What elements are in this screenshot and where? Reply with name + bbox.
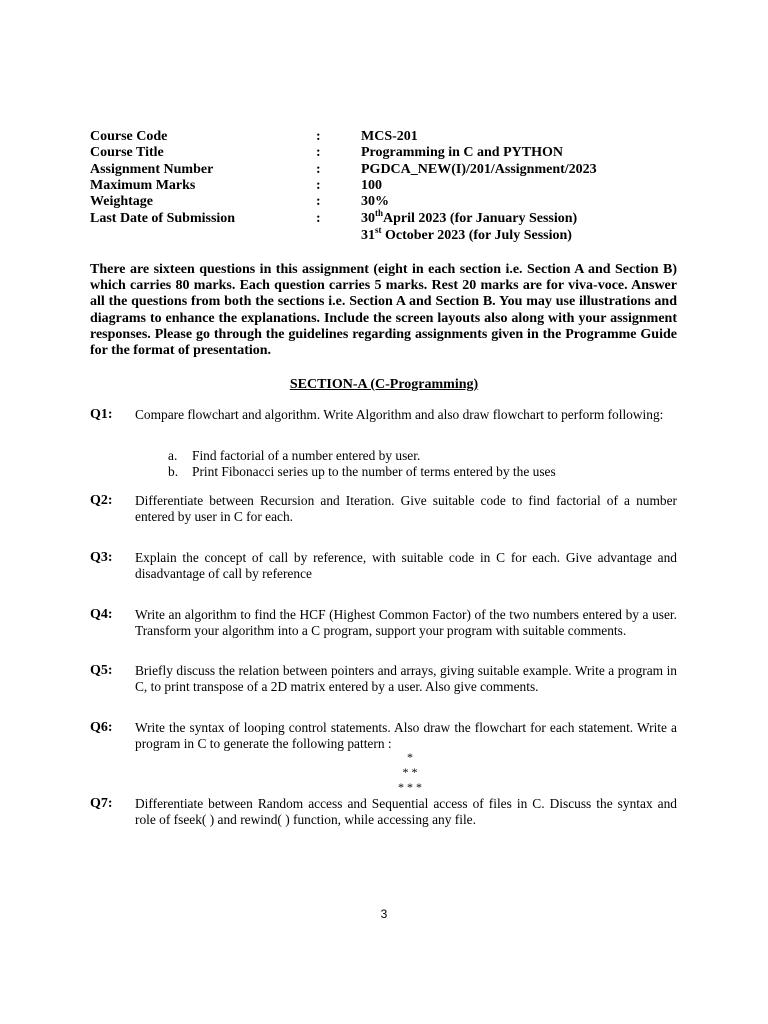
question-number: Q4:: [90, 607, 113, 622]
question-text: Write an algorithm to find the HCF (Highest Common Factor) of the two numbers entered by a user. Transform your algorithm into a C program, support your program with suitable comments.: [135, 607, 677, 638]
date-day: 30: [361, 211, 375, 226]
pattern-line: * *: [402, 765, 418, 779]
question-text: Compare flowchart and algorithm. Write Algorithm and also draw flowchart to perform following:: [135, 407, 664, 422]
meta-value-july: [361, 227, 572, 244]
pattern-line: *: [407, 750, 413, 764]
question-number: Q2:: [90, 493, 113, 508]
sub-item-marker: b.: [168, 464, 179, 479]
meta-separator: :: [316, 129, 321, 144]
date-rest: April 2023 (for January Session): [383, 211, 578, 226]
meta-separator: :: [316, 178, 321, 193]
meta-label: Maximum Marks: [90, 178, 196, 193]
sub-item-text: Find factorial of a number entered by user.: [192, 448, 421, 463]
date-rest: October 2023 (for July Session): [381, 228, 572, 243]
meta-label: Course Title: [90, 145, 164, 160]
sub-item-marker: a.: [168, 448, 178, 463]
meta-label: Weightage: [90, 194, 153, 209]
question-text: Write the syntax of looping control statements. Also draw the flowchart for each statement. Write a program in C to generate the following pattern :: [135, 720, 677, 751]
pattern-line: * * *: [398, 780, 422, 794]
sub-item-text: Print Fibonacci series up to the number of terms entered by the uses: [192, 464, 556, 479]
question-text: Differentiate between Recursion and Iteration. Give suitable code to find factorial of a number entered by user in C for each.: [135, 493, 677, 524]
meta-value: MCS-201: [361, 129, 418, 144]
date-day: 31: [361, 228, 375, 243]
meta-value-january: [361, 210, 577, 227]
date-ordinal: th: [375, 208, 384, 218]
meta-value: 30%: [361, 194, 389, 209]
question-text: Briefly discuss the relation between pointers and arrays, giving suitable example. Write a program in C, to print transpose of a 2D matrix entered by a user. Also give comments.: [135, 663, 677, 694]
meta-label: Last Date of Submission: [90, 211, 236, 226]
question-number: Q1:: [90, 407, 113, 422]
meta-separator: :: [316, 162, 321, 177]
question-number: Q7:: [90, 796, 113, 811]
meta-value: 100: [361, 178, 382, 193]
meta-row-weightage: [90, 193, 690, 210]
question-number: Q5:: [90, 663, 113, 678]
meta-separator: :: [316, 194, 321, 209]
meta-row-course-title: [90, 144, 690, 161]
question-text: Explain the concept of call by reference, with suitable code in C for each. Give advantage and disadvantage of call by reference: [135, 550, 677, 581]
question-number: Q6:: [90, 720, 113, 735]
question-text: Differentiate between Random access and Sequential access of files in C. Discuss the syntax and role of fseek( ) and rewind( ) function, while accessing any file.: [135, 796, 677, 827]
meta-separator: :: [316, 211, 321, 226]
date-ordinal: st: [375, 225, 382, 235]
meta-row-last-date-july: [90, 227, 690, 244]
meta-value: PGDCA_NEW(I)/201/Assignment/2023: [361, 162, 597, 177]
meta-label: Assignment Number: [90, 162, 214, 177]
section-heading: SECTION-A (C-Programming): [289, 377, 479, 392]
meta-value: Programming in C and PYTHON: [361, 145, 563, 160]
meta-row-maximum-marks: [90, 177, 690, 194]
meta-separator: :: [316, 145, 321, 160]
page-number: 3: [380, 907, 388, 921]
meta-label: Course Code: [90, 129, 168, 144]
instructions-paragraph: There are sixteen questions in this assignment (eight in each section i.e. Section A and Section B) which carries 80 marks. Each question carries 5 marks. Rest 20 marks are for viva-voce. Answer all the questions from both the sections i.e. Section A and Section B. You may use illustrations and diagrams to enhance the explanations. Include the screen layouts also along with your assignment responses. Please go through the guidelines regarding assignments given in the Programme Guide for the format of presentation.: [90, 262, 677, 359]
question-number: Q3:: [90, 550, 113, 565]
meta-row-course-code: [90, 128, 690, 145]
meta-row-assignment-number: [90, 161, 690, 178]
meta-row-last-date: [90, 210, 690, 227]
